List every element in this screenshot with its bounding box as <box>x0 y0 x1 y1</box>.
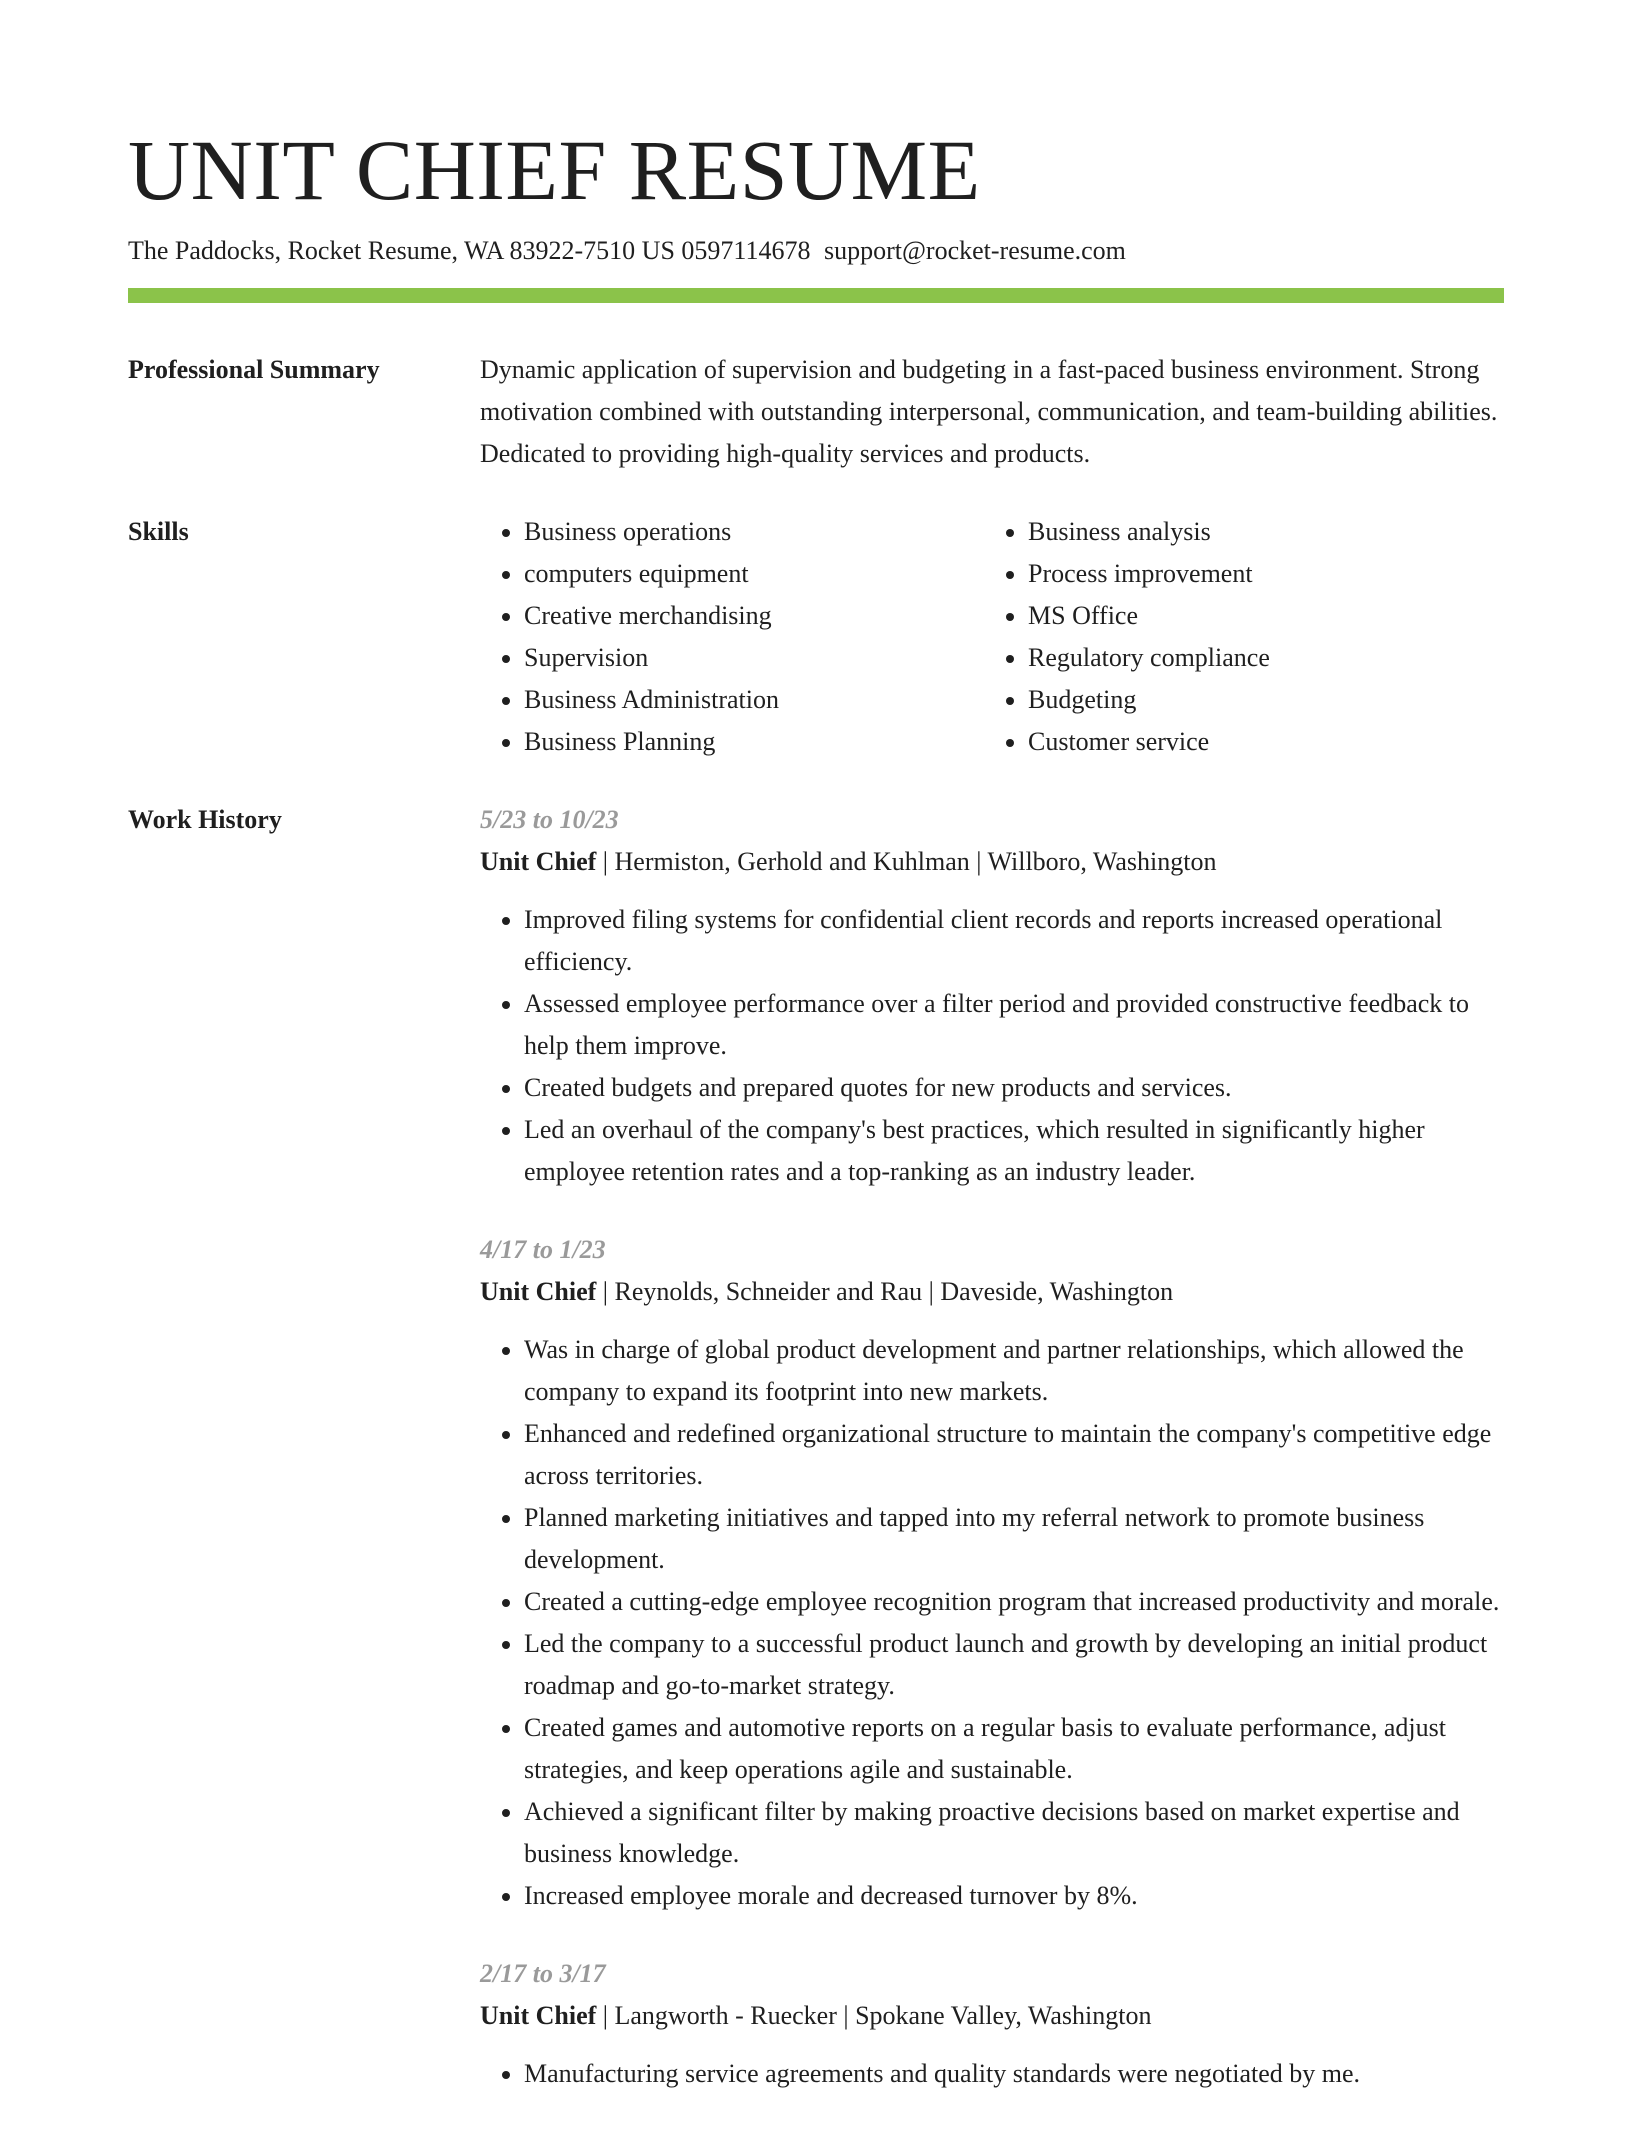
job-bullet: • Manufacturing service agreements and quality standards were negotiated by me. <box>524 2053 1504 2095</box>
contact-address: The Paddocks, Rocket Resume, WA 83922-7510 US <box>128 236 675 265</box>
job-bullet: • Led the company to a successful product launch and growth by developing an initial product roadmap and go-to-market strategy. <box>524 1623 1504 1707</box>
job-role: Unit Chief <box>480 1277 597 1306</box>
skill-item: • MS Office <box>1028 595 1488 637</box>
job-role: Unit Chief <box>480 847 597 876</box>
job-bullet: • Led an overhaul of the company's best practices, which resulted in significantly higher employee retention rates and a top-ranking as an industry leader. <box>524 1109 1504 1193</box>
job-date: 4/17 to 1/23 <box>480 1235 606 1264</box>
skill-item: • Customer service <box>1028 721 1488 763</box>
job-separator: | <box>922 1277 941 1306</box>
job-bullet: • Assessed employee performance over a filter period and provided constructive feedback to help them improve. <box>524 983 1504 1067</box>
job-location: Willboro, Washington <box>987 847 1217 876</box>
job-date: 2/17 to 3/17 <box>480 1959 606 1988</box>
job-heading <box>480 841 1504 883</box>
job-bullet: • Created a cutting-edge employee recognition program that increased productivity and morale. <box>524 1581 1504 1623</box>
skill-item: • Business operations <box>524 511 984 553</box>
job-bullet: • Was in charge of global product development and partner relationships, which allowed the company to expand its footprint into new markets. <box>524 1329 1504 1413</box>
summary-section <box>128 349 1504 475</box>
job-role: Unit Chief <box>480 2001 597 2030</box>
contact-email[interactable]: support@rocket-resume.com <box>823 236 1126 265</box>
summary-text: Dynamic application of supervision and budgeting in a fast-paced business environment. Strong motivation combined with outstanding interpersonal, communication, and team-building abilities. Dedicated to providing high-quality services and products. <box>480 355 1498 468</box>
job-bullet: • Enhanced and redefined organizational structure to maintain the company's competitive edge across territories. <box>524 1413 1504 1497</box>
skill-item: • Process improvement <box>1028 553 1488 595</box>
contact-phone: 0597114678 <box>681 236 811 265</box>
job-entry <box>480 799 1504 1193</box>
job-bullet: • Planned marketing initiatives and tapped into my referral network to promote business development. <box>524 1497 1504 1581</box>
job-bullet: • Created budgets and prepared quotes for new products and services. <box>524 1067 1504 1109</box>
job-entry <box>480 1229 1504 1917</box>
job-bullet: • Achieved a significant filter by making proactive decisions based on market expertise and business knowledge. <box>524 1791 1504 1875</box>
job-company: Langworth - Ruecker <box>614 2001 837 2030</box>
work-history-section <box>128 799 1504 2131</box>
job-list <box>480 799 1504 2131</box>
job-bullet: • Improved filing systems for confidential client records and reports increased operational efficiency. <box>524 899 1504 983</box>
job-separator: | <box>836 2001 856 2030</box>
job-location: Spokane Valley, Washington <box>855 2001 1152 2030</box>
job-company: Reynolds, Schneider and Rau <box>614 1277 923 1306</box>
job-bullet: • Increased employee morale and decreased turnover by 8%. <box>524 1875 1504 1917</box>
resume-title: UNIT CHIEF RESUME <box>128 122 981 218</box>
skill-item: • Business analysis <box>1028 511 1488 553</box>
job-separator: | <box>969 847 988 876</box>
skill-item: • Supervision <box>524 637 984 679</box>
header-divider <box>128 288 1504 303</box>
job-company: Hermiston, Gerhold and Kuhlman <box>614 847 970 876</box>
skills-section <box>128 511 1504 763</box>
job-separator: | <box>596 2001 615 2030</box>
skill-item: • Business Planning <box>524 721 984 763</box>
summary-label: Professional Summary <box>128 355 380 384</box>
skill-item: • Budgeting <box>1028 679 1488 721</box>
skills-label: Skills <box>128 517 189 546</box>
skill-item: • Creative merchandising <box>524 595 984 637</box>
job-location: Daveside, Washington <box>940 1277 1174 1306</box>
work-history-label: Work History <box>128 805 282 834</box>
job-bullets <box>480 1329 1504 1917</box>
job-bullets <box>480 899 1504 1193</box>
job-date: 5/23 to 10/23 <box>480 805 619 834</box>
job-separator: | <box>596 847 615 876</box>
skills-list-right <box>984 511 1488 763</box>
skill-item: • computers equipment <box>524 553 984 595</box>
skill-item: • Regulatory compliance <box>1028 637 1488 679</box>
contact-line <box>128 234 1504 268</box>
job-bullets <box>480 2053 1504 2095</box>
skills-list-left <box>480 511 984 763</box>
job-separator: | <box>596 1277 615 1306</box>
job-entry <box>480 1953 1504 2095</box>
skill-item: • Business Administration <box>524 679 984 721</box>
job-heading <box>480 1995 1504 2037</box>
job-bullet: • Created games and automotive reports on a regular basis to evaluate performance, adjust strategies, and keep operations agile and sustainable. <box>524 1707 1504 1791</box>
job-heading <box>480 1271 1504 1313</box>
